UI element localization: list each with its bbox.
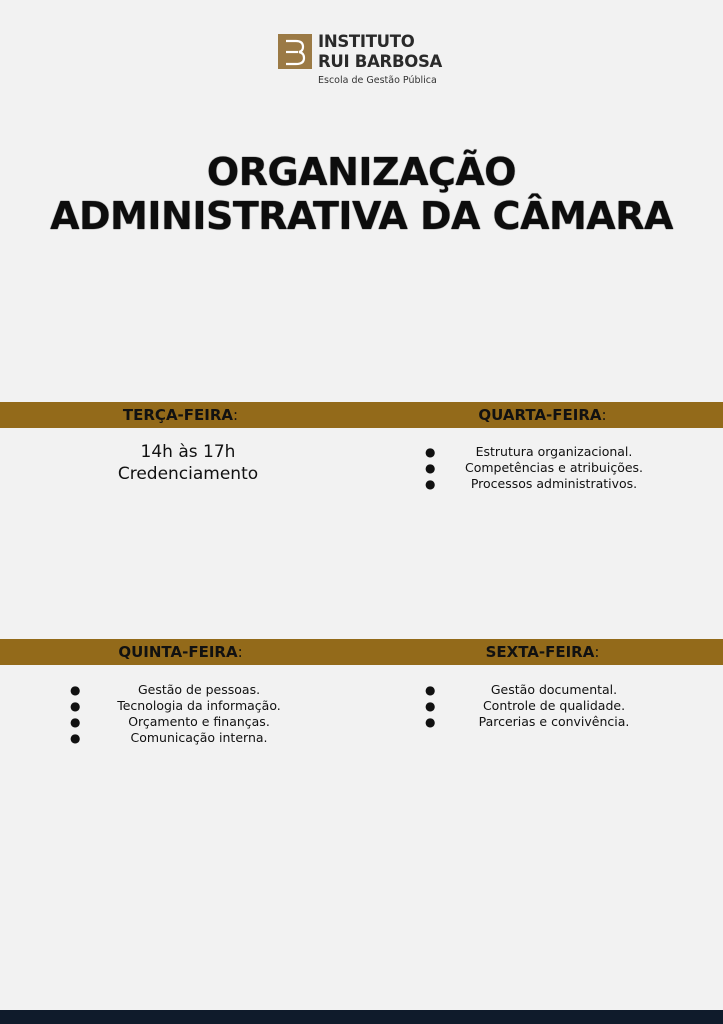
- list-item: ● Tecnologia da informação.: [70, 698, 281, 713]
- tuesday-time: 14h às 17h: [140, 442, 236, 462]
- logo-name-line2: RUI BARBOSA: [318, 52, 442, 71]
- bullet-icon: ●: [70, 699, 81, 713]
- list-item: ● Gestão documental.: [425, 682, 618, 697]
- bullet-icon: ●: [425, 477, 436, 491]
- tuesday-content: [0, 441, 376, 485]
- bullet-icon: ●: [425, 461, 436, 475]
- day-header-thursday: QUINTA-FEIRA:: [118, 643, 243, 661]
- schedule-band-top: [0, 402, 723, 428]
- friday-topics-list: [425, 682, 665, 730]
- title-line2: ADMINISTRATIVA DA CÂMARA: [50, 194, 673, 238]
- bullet-icon: ●: [425, 699, 436, 713]
- bullet-icon: ●: [70, 683, 81, 697]
- thursday-topics-list: [70, 682, 310, 746]
- bullet-icon: ●: [425, 715, 436, 729]
- title-line1: ORGANIZAÇÃO: [206, 150, 517, 194]
- wednesday-topics-list: [425, 444, 665, 492]
- institute-logo: [278, 32, 458, 90]
- logo-name-line1: INSTITUTO: [318, 32, 415, 51]
- day-header-wednesday: QUARTA-FEIRA:: [478, 406, 607, 424]
- list-item: ● Parcerias e convivência.: [425, 714, 630, 729]
- tuesday-activity: Credenciamento: [117, 464, 259, 484]
- logo-subtitle: Escola de Gestão Pública: [318, 75, 437, 86]
- day-header-tuesday: TERÇA-FEIRA:: [122, 406, 239, 424]
- list-item: ● Competências e atribuições.: [425, 460, 644, 475]
- letter-b-logo-icon: [278, 34, 312, 69]
- list-item: ● Orçamento e finanças.: [70, 714, 270, 729]
- day-header-friday: SEXTA-FEIRA:: [485, 643, 600, 661]
- footer-bar: [0, 1010, 723, 1024]
- schedule-band-bottom: [0, 639, 723, 665]
- list-item: ● Processos administrativos.: [425, 476, 638, 491]
- list-item: ● Gestão de pessoas.: [70, 682, 261, 697]
- list-item: ● Comunicação interna.: [70, 730, 268, 745]
- bullet-icon: ●: [425, 683, 436, 697]
- bullet-icon: ●: [425, 445, 436, 459]
- bullet-icon: ●: [70, 731, 81, 745]
- page-title: [0, 150, 723, 238]
- list-item: ● Controle de qualidade.: [425, 698, 626, 713]
- bullet-icon: ●: [70, 715, 81, 729]
- list-item: ● Estrutura organizacional.: [425, 444, 633, 459]
